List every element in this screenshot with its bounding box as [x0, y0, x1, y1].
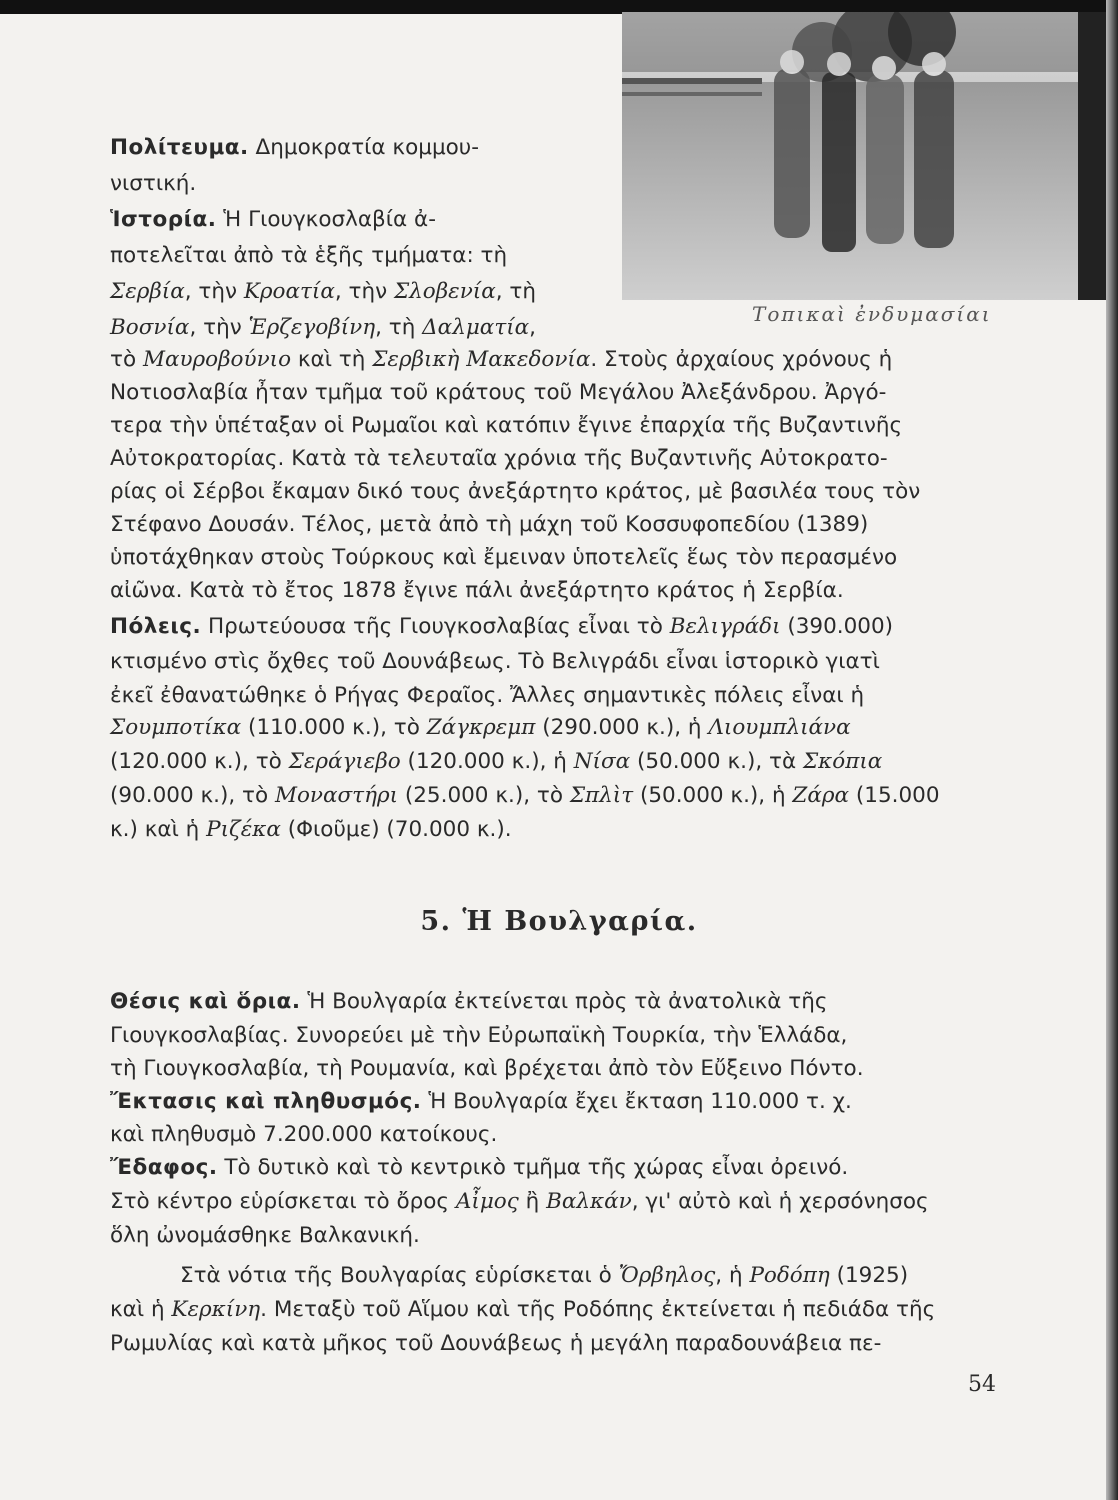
section-label: Ἱστορία.	[110, 207, 217, 232]
text-line: (120.000 κ.), τὸ Σεράγιεβο (120.000 κ.), ἡ Νίσα (50.000 κ.), τὰ Σκόπια	[110, 749, 883, 774]
text-line: ρίας οἱ Σέρβοι ἔκαμαν δικό τους ἀνεξάρτητο κράτος, μὲ βασιλέα τους τὸν	[110, 479, 921, 504]
text-line: καὶ ἡ Κερκίνη. Μεταξὺ τοῦ Αἵμου καὶ τῆς Ροδόπης ἐκτείνεται ἡ πεδιάδα τῆς	[110, 1297, 936, 1322]
text-line: κτισμένο στὶς ὄχθες τοῦ Δουνάβεως. Τὸ Βελιγράδι εἶναι ἱστορικὸ γιατὶ	[110, 649, 880, 674]
text-line: Πόλεις. Πρωτεύουσα τῆς Γιουγκοσλαβίας εἶναι τὸ Βελιγράδι (390.000)	[110, 614, 894, 639]
photo-caption: Τοπικαὶ ἐνδυμασίαι	[752, 302, 992, 326]
text-line: νιστική.	[110, 171, 197, 196]
text-line: Αὐτοκρατορίας. Κατὰ τὰ τελευταῖα χρόνια τῆς Βυζαντινῆς Αὐτοκρατο-	[110, 446, 888, 471]
costume-photo-image	[622, 12, 1106, 300]
text-line: (90.000 κ.), τὸ Μοναστήρι (25.000 κ.), τὸ Σπλὶτ (50.000 κ.), ἡ Ζάρα (15.000	[110, 783, 940, 808]
section-label: Θέσις καὶ ὅρια.	[110, 989, 301, 1014]
section-label: Πόλεις.	[110, 614, 202, 639]
text-line: Σουμποτίκα (110.000 κ.), τὸ Ζάγκρεμπ (290.000 κ.), ἡ Λιουμπλιάνα	[110, 715, 851, 740]
text-line: Πολίτευμα. Δημοκρατία κομμου-	[110, 135, 479, 160]
text-line: ἐκεῖ ἐθανατώθηκε ὁ Ρήγας Φεραῖος. Ἄλλες σημαντικὲς πόλεις εἶναι ἡ	[110, 683, 865, 708]
text-line: Θέσις καὶ ὅρια. Ἡ Βουλγαρία ἐκτείνεται πρὸς τὰ ἀνατολικὰ τῆς	[110, 989, 828, 1014]
text-line: Ἔδαφος. Τὸ δυτικὸ καὶ τὸ κεντρικὸ τμῆμα τῆς χώρας εἶναι ὀρεινό.	[110, 1155, 849, 1180]
section-label: Ἔδαφος.	[110, 1155, 218, 1180]
text-line: ποτελεῖται ἀπὸ τὰ ἑξῆς τμήματα: τὴ	[110, 243, 508, 268]
text-line: Ἱστορία. Ἡ Γιουγκοσλαβία ἀ-	[110, 207, 436, 232]
section-label: Ἔκτασις καὶ πληθυσμός.	[110, 1089, 422, 1114]
scan-edge-right	[1106, 0, 1118, 1500]
section-heading: 5. Ἡ Βουλγαρία.	[420, 906, 698, 937]
text-line: τερα τὴν ὑπέταξαν οἱ Ρωμαῖοι καὶ κατόπιν ἔγινε ἐπαρχία τῆς Βυζαντινῆς	[110, 413, 903, 438]
text-line: Στέφανο Δουσάν. Τέλος, μετὰ ἀπὸ τὴ μάχη τοῦ Κοσσυφοπεδίου (1389)	[110, 512, 869, 537]
section-label: Πολίτευμα.	[110, 135, 249, 160]
text-line: Στὰ νότια τῆς Βουλγαρίας εὑρίσκεται ὁ Ὄρβηλος, ἡ Ροδόπη (1925)	[180, 1263, 909, 1288]
text-line: Γιουγκοσλαβίας. Συνορεύει μὲ τὴν Εὐρωπαϊκὴ Τουρκία, τὴν Ἑλλάδα,	[110, 1023, 848, 1048]
text-line: καὶ πληθυσμὸ 7.200.000 κατοίκους.	[110, 1122, 498, 1147]
text-line: ὅλη ὠνομάσθηκε Βαλκανική.	[110, 1223, 420, 1248]
text-line: Ρωμυλίας καὶ κατὰ μῆκος τοῦ Δουνάβεως ἡ μεγάλη παραδουνάβεια πε-	[110, 1331, 882, 1356]
text-line: Νοτιοσλαβία ἦταν τμῆμα τοῦ κράτους τοῦ Μεγάλου Ἀλεξάνδρου. Ἀργό-	[110, 380, 887, 405]
text-line: Σερβία, τὴν Κροατία, τὴν Σλοβενία, τὴ	[110, 279, 536, 304]
text-line: Ἔκτασις καὶ πληθυσμός. Ἡ Βουλγαρία ἔχει ἔκταση 110.000 τ. χ.	[110, 1089, 852, 1114]
text-line: Στὸ κέντρο εὑρίσκεται τὸ ὄρος Αἶμος ἢ Βαλκάν, γι' αὐτὸ καὶ ἡ χερσόνησος	[110, 1189, 929, 1214]
text-line: τὴ Γιουγκοσλαβία, τὴ Ρουμανία, καὶ βρέχεται ἀπὸ τὸν Εὔξεινο Πόντο.	[110, 1056, 864, 1081]
text-line: αἰῶνα. Κατὰ τὸ ἔτος 1878 ἔγινε πάλι ἀνεξάρτητο κράτος ἡ Σερβία.	[110, 578, 844, 603]
text-line: ὑποτάχθηκαν στοὺς Τούρκους καὶ ἔμειναν ὑποτελεῖς ἕως τὸν περασμένο	[110, 545, 898, 570]
text-line: Βοσνία, τὴν Ἑρζεγοβίνη, τὴ Δαλματία,	[110, 315, 537, 340]
page-number: 54	[968, 1372, 996, 1397]
text-line: κ.) καὶ ἡ Ριζέκα (Φιοῦμε) (70.000 κ.).	[110, 817, 512, 842]
costume-photo	[622, 12, 1106, 300]
text-line: τὸ Μαυροβούνιο καὶ τὴ Σερβικὴ Μακεδονία. Στοὺς ἀρχαίους χρόνους ἡ	[110, 347, 893, 372]
